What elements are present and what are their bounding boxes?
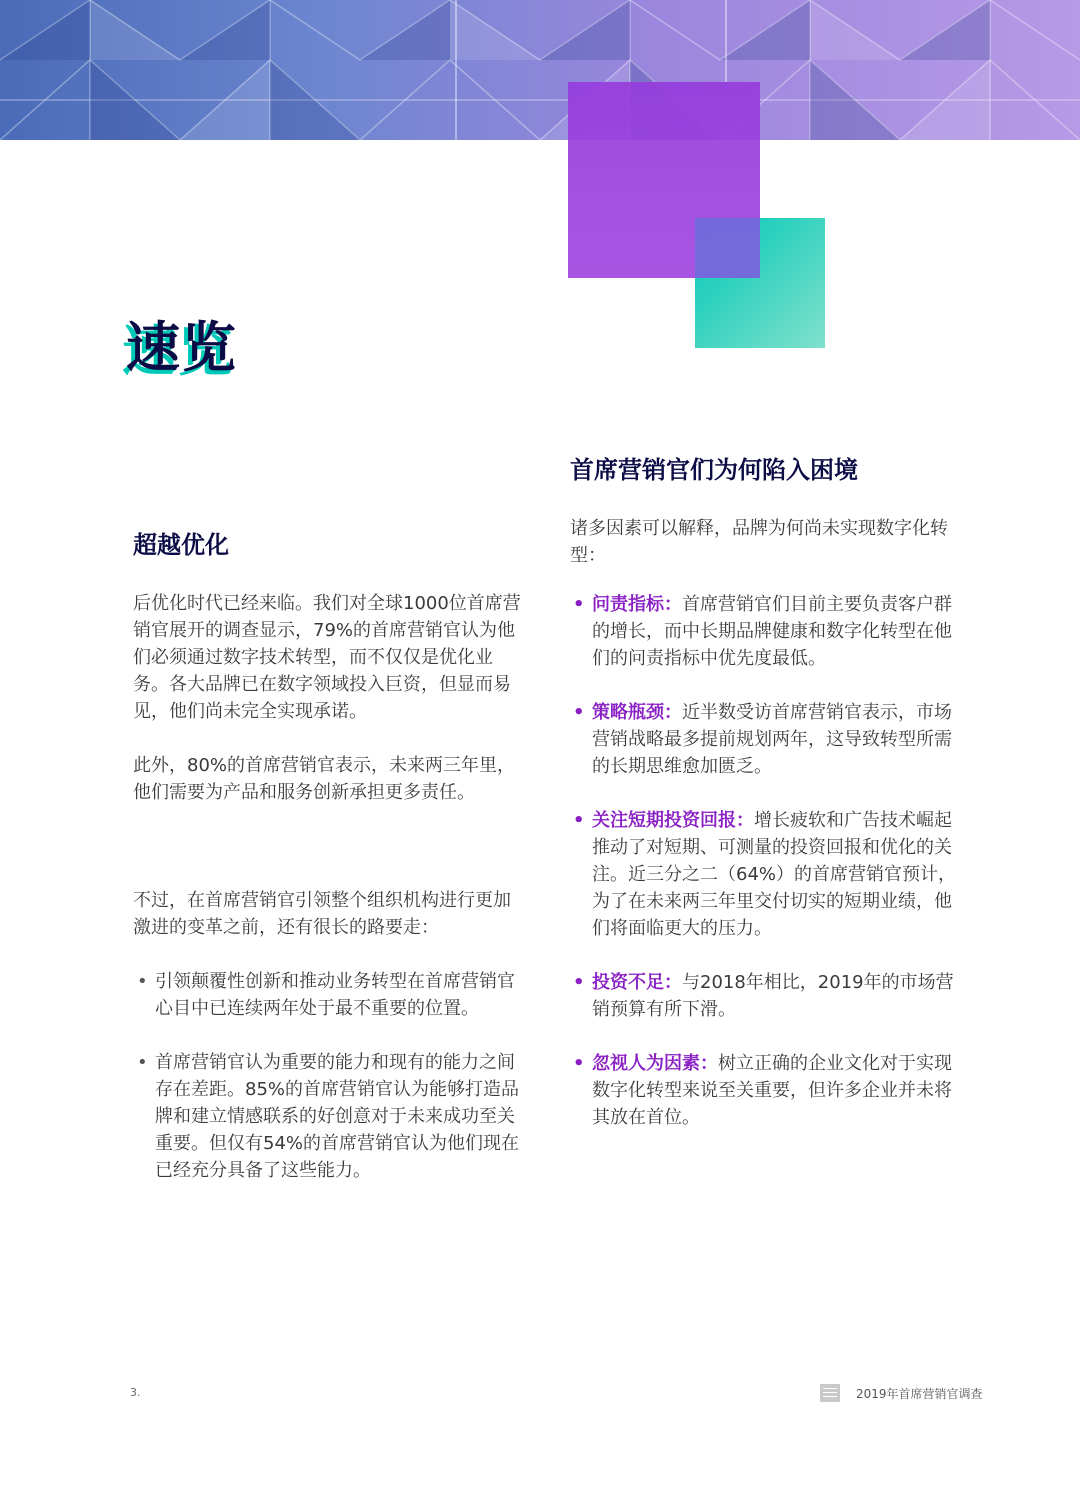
list-item: [133, 1049, 523, 1184]
bullet-dot-icon: •: [573, 810, 585, 831]
list-item: [570, 699, 960, 780]
bullet-dot-icon: •: [573, 594, 585, 615]
report-title: 2019年首席营销官调查: [856, 1387, 983, 1401]
list-item-text: 引领颠覆性创新和推动业务转型在首席营销官心目中已连续两年处于最不重要的位置。: [155, 971, 515, 1019]
list-item: [570, 1050, 960, 1131]
banner-pattern: [0, 0, 1080, 140]
bullet-text: 与2018年相比，2019年的市场营销预算有所下滑。: [592, 972, 954, 1020]
header-banner-image: [0, 0, 1080, 140]
bullet-term: 忽视人为因素：: [592, 1053, 718, 1074]
bullet-text: 近半数受访首席营销官表示，市场营销战略最多提前规划两年，这导致转型所需的长期思维愈加匮乏。: [592, 702, 952, 777]
bullet-text: 树立正确的企业文化对于实现数字化转型来说至关重要，但许多企业并未将其放在首位。: [592, 1053, 952, 1128]
bullet-text: 首席营销官们目前主要负责客户群的增长，而中长期品牌健康和数字化转型在他们的问责指标中优先度最低。: [592, 594, 952, 669]
right-intro: 诸多因素可以解释，品牌为何尚未实现数字化转型：: [570, 518, 948, 566]
overlap-square-decoration: [695, 218, 760, 278]
list-item: [570, 591, 960, 672]
publisher-logo-icon: [820, 1384, 840, 1402]
bullet-dot-icon: •: [573, 702, 585, 723]
list-item: [133, 968, 523, 1022]
list-item-text: 首席营销官认为重要的能力和现有的能力之间存在差距。85%的首席营销官认为能够打造品牌和建立情感联系的好创意对于未来成功至关重要。但仅有54%的首席营销官认为他们现在已经充分具备了这些能力。: [155, 1052, 520, 1181]
left-paragraph-2: 此外，80%的首席营销官表示，未来两三年里，他们需要为产品和服务创新承担更多责任。: [133, 755, 516, 803]
list-item: [570, 969, 960, 1023]
bullet-dot-icon: •: [573, 972, 585, 993]
bullet-text: 增长疲软和广告技术崛起推动了对短期、可测量的投资回报和优化的关注。近三分之二（64%）的首席营销官预计，为了在未来两三年里交付切实的短期业绩，他们将面临更大的压力。: [592, 810, 957, 939]
left-paragraph-3: 不过，在首席营销官引领整个组织机构进行更加激进的变革之前，还有很长的路要走：: [133, 890, 511, 938]
right-column: [570, 450, 960, 1158]
right-heading: 首席营销官们为何陷入困境: [570, 456, 858, 484]
bullet-dot-icon: •: [137, 971, 148, 992]
bullet-dot-icon: •: [137, 1052, 148, 1073]
bullet-term: 关注短期投资回报：: [592, 810, 754, 831]
left-paragraph-1: 后优化时代已经来临。我们对全球1000位首席营销官展开的调查显示，79%的首席营销官认为他们必须通过数字技术转型，而不仅仅是优化业务。各大品牌已在数字领域投入巨资，但显而易见，他们尚未完全实现承诺。: [133, 593, 521, 722]
left-heading: 超越优化: [133, 531, 229, 559]
bullet-dot-icon: •: [573, 1053, 585, 1074]
right-bullet-list: [570, 591, 960, 1131]
list-item: [570, 807, 960, 942]
left-bullet-list: [133, 968, 523, 1184]
bullet-term: 问责指标：: [592, 594, 682, 615]
left-column: [133, 525, 523, 1184]
page-number: 3.: [130, 1386, 141, 1399]
bullet-term: 策略瓶颈：: [592, 702, 682, 723]
page-title: 速览: [126, 316, 238, 379]
bullet-term: 投资不足：: [592, 972, 682, 993]
